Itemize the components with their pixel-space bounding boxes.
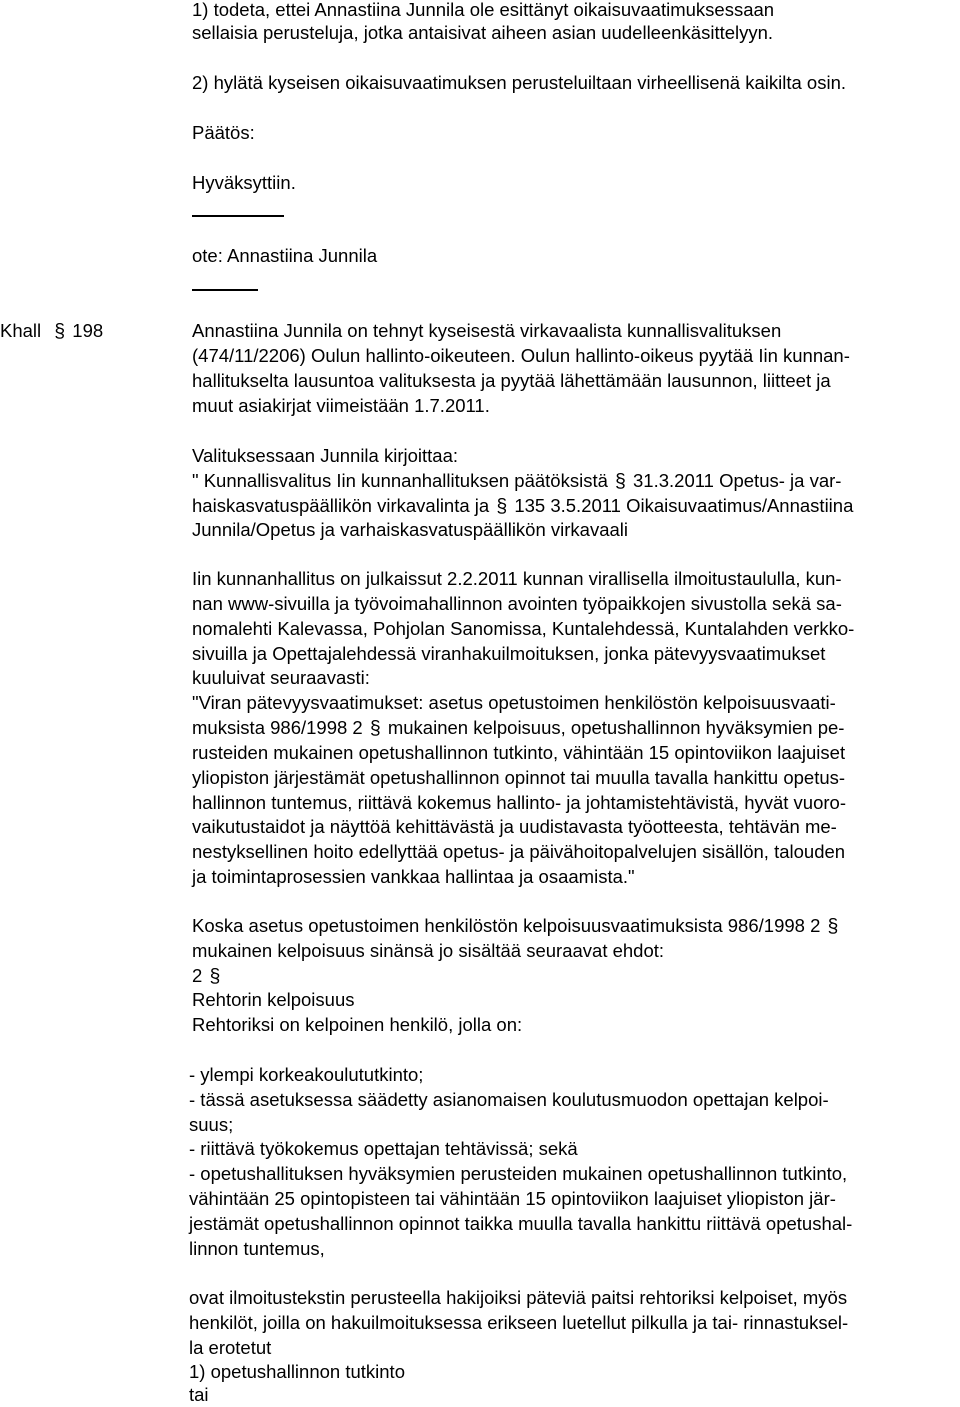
condition-line: - riittävä työkokemus opettajan tehtävissä; sekä	[189, 1138, 578, 1159]
announcement-line: Iin kunnanhallitus on julkaissut 2.2.2011 kunnan virallisella ilmoitustaululla, kun-	[192, 568, 842, 589]
appeal-line-2-b: 135 3.5.2011 Oikaisuvaatimus/Annastiina	[514, 495, 854, 516]
condition-line: - tässä asetuksessa säädetty asianomaisen koulutusmuodon opettajan kelpoi-	[189, 1089, 829, 1110]
closing-line: la erotetut	[189, 1337, 272, 1358]
intro-line: (474/11/2206) Oulun hallinto-oikeuteen. Oulun hallinto-oikeus pyytää Iin kunnan-	[192, 345, 850, 366]
appeal-heading: Valituksessaan Junnila kirjoittaa:	[192, 445, 458, 466]
condition-line: - opetushallituksen hyväksymien perusteiden mukainen opetushallinnon tutkinto,	[189, 1163, 848, 1184]
condition-line: jestämät opetushallinnon opinnot taikka muulla tavalla hankittu riittävä opetushal-	[189, 1213, 853, 1234]
announcement-line: nomalehti Kalevassa, Pohjolan Sanomissa, Kuntalehdessä, Kuntalahden verkko-	[192, 618, 855, 639]
intro-line: muut asiakirjat viimeistään 1.7.2011.	[192, 395, 490, 416]
appeal-line-1-b: 31.3.2011 Opetus- ja var-	[633, 470, 842, 491]
section-body: Khall	[0, 320, 42, 341]
condition-line: suus;	[189, 1114, 234, 1135]
since-lead: Rehtoriksi on kelpoinen henkilö, jolla on:	[192, 1014, 523, 1035]
decision-item-1-line-2: sellaisia perusteluja, jotka antaisivat aiheen asian uudelleenkäsittelyyn.	[192, 22, 774, 43]
paragraph-symbol: §	[54, 320, 66, 342]
since-line-1	[192, 914, 840, 938]
requirements-line: ja toimintaprosessien vankkaa hallintaa ja osaamista."	[192, 866, 635, 887]
decision-item-1-line-1: 1) todeta, ettei Annastiina Junnila ole esittänyt oikaisuvaatimuksessaan	[192, 0, 775, 20]
intro-line: Annastiina Junnila on tehnyt kyseisestä virkavaalista kunnallisvalituksen	[192, 320, 782, 341]
announcement-line: sivuilla ja Opettajalehdessä viranhakuilmoituksen, jonka pätevyysvaatimukset	[192, 643, 826, 664]
section-number: 198	[72, 320, 104, 341]
closing-line: henkilöt, joilla on hakuilmoituksessa erikseen luetellut pilkulla ja tai- rinnastuksel-	[189, 1312, 849, 1333]
requirements-line	[192, 716, 844, 740]
paragraph-symbol: §	[615, 470, 626, 492]
closing-line: ovat ilmoitustekstin perusteella hakijoiksi päteviä paitsi rehtoriksi kelpoiset, myös	[189, 1287, 848, 1308]
closing-line: 1) opetushallinnon tutkinto	[189, 1361, 405, 1382]
requirements-line: hallinnon tuntemus, riittävä kokemus hallinto- ja johtamistehtävistä, hyvät vuoro-	[192, 792, 846, 813]
condition-line: linnon tuntemus,	[189, 1238, 325, 1259]
intro-line: hallitukselta lausuntoa valituksesta ja pyytää lähettämään lausunnon, liitteet ja	[192, 370, 831, 391]
requirements-line: vaikutustaidot ja näyttöä kehittävästä ja uudistavasta työotteesta, tehtävän me-	[192, 816, 837, 837]
closing-line: tai	[189, 1384, 209, 1405]
since-line-1-text: Koska asetus opetustoimen henkilöstön kelpoisuusvaatimuksista 986/1998 2	[192, 915, 821, 936]
announcement-line: nan www-sivuilla ja työvoimahallinnon avointen työpaikkojen sivustolla sekä sa-	[192, 593, 842, 614]
announcement-line: kuuluivat seuraavasti:	[192, 667, 370, 688]
decision-value: Hyväksyttiin.	[192, 172, 296, 193]
requirements-line-b: mukainen kelpoisuus, opetushallinnon hyväksymien pe-	[387, 717, 845, 738]
since-section-ref	[192, 964, 222, 988]
announcement-line: "Viran pätevyysvaatimukset: asetus opetustoimen henkilöstön kelpoisuusvaati-	[192, 692, 836, 713]
decision-item-2: 2) hylätä kyseisen oikaisuvaatimuksen perusteluiltaan virheellisenä kaikilta osin.	[192, 72, 847, 93]
requirements-line-a: muksista 986/1998 2	[192, 717, 363, 738]
paragraph-symbol: §	[209, 965, 221, 987]
appeal-line-1	[192, 469, 841, 493]
requirements-line: yliopiston järjestämät opetushallinnon opinnot tai muulla tavalla hankittu opetus-	[192, 767, 846, 788]
appeal-line-3: Junnila/Opetus ja varhaiskasvatuspäällikön virkavaali	[192, 519, 629, 540]
paragraph-symbol: §	[496, 495, 508, 517]
divider-rule	[192, 215, 284, 217]
excerpt-line: ote: Annastiina Junnila	[192, 245, 378, 266]
appeal-line-2-a: haiskasvatuspäällikön virkavalinta ja	[192, 495, 490, 516]
appeal-line-2	[192, 494, 853, 518]
since-heading: Rehtorin kelpoisuus	[192, 989, 355, 1010]
divider-rule	[192, 289, 258, 291]
since-section-number: 2	[192, 965, 203, 986]
since-line-2: mukainen kelpoisuus sinänsä jo sisältää seuraavat ehdot:	[192, 940, 665, 961]
paragraph-symbol: §	[369, 717, 381, 739]
decision-label: Päätös:	[192, 122, 255, 143]
condition-line: vähintään 25 opintopisteen tai vähintään 15 opintoviikon laajuiset yliopiston jär-	[189, 1188, 836, 1209]
paragraph-symbol: §	[827, 915, 839, 937]
requirements-line: rusteiden mukainen opetushallinnon tutkinto, vähintään 15 opintoviikon laajuiset	[192, 742, 846, 763]
requirements-line: nestyksellinen hoito edellyttää opetus- ja päivähoitopalvelujen sisällön, talouden	[192, 841, 846, 862]
condition-line: - ylempi korkeakoulututkinto;	[189, 1064, 424, 1085]
appeal-line-1-a: " Kunnallisvalitus Iin kunnanhallituksen päätöksistä	[192, 470, 608, 491]
section-marker	[0, 319, 103, 343]
